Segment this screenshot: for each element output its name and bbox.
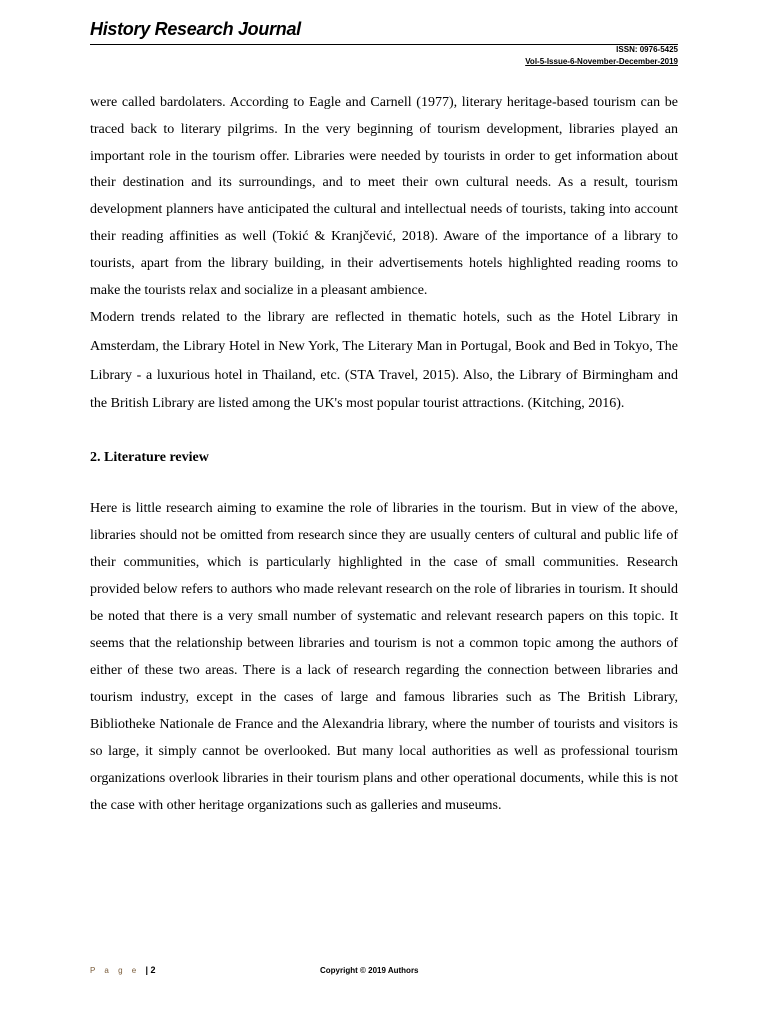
volume-issue-label: Vol-5-Issue-6-November-December-2019 (525, 57, 678, 66)
page-number-value: | 2 (145, 965, 156, 975)
paragraph-1: were called bardolaters. According to Eagle and Carnell (1977), literary heritage-based tourism can be traced back to literary pilgrims. In the very beginning of tourism development, libraries played an important role in the tourism offer. Libraries were needed by tourists in order to get information about their destination and its surroundings, and to meet their own cultural needs. As a result, tourism development planners have anticipated the cultural and intellectual needs of tourists, taking into account their reading affinities as well (Tokić & Kranjčević, 2018). Aware of the importance of a library to tourists, apart from the library building, in their advertisements hotels highlighted reading rooms to make the tourists relax and socialize in a pleasant ambience. (90, 95, 678, 298)
page-label: P a g e (90, 966, 140, 975)
paragraph-2: Modern trends related to the library are reflected in thematic hotels, such as the Hotel Library in Amsterdam, the Library Hotel in New York, The Literary Man in Portugal, Book and Bed in Tokyo, The Library - a luxurious hotel in Thailand, etc. (STA Travel, 2015). Also, the Library of Birmingham and the British Library are listed among the UK's most popular tourist attractions. (Kitching, 2016). (90, 310, 678, 412)
article-body (90, 90, 678, 819)
paragraph-3: Here is little research aiming to examine the role of libraries in the tourism. But in view of the above, libraries should not be omitted from research since they are usually centers of cultural and public life of their communities, which is particularly highlighted in the case of small communities. Research provided below refers to authors who made relevant research on the role of libraries in tourism. It should be noted that there is a very small number of systematic and relevant research papers on this topic. It seems that the relationship between libraries and tourism is not a common topic among the authors of either of these two areas. There is a lack of research regarding the connection between libraries and tourism industry, except in the cases of large and famous libraries such as The British Library, Bibliotheke Nationale de France and the Alexandria library, where the number of tourists and visitors is so large, it simply cannot be overlooked. But many local authorities as well as professional tourism organizations overlook libraries in their tourism plans and other operational documents, while this is not the case with other heritage organizations such as galleries and museums. (90, 500, 678, 813)
issn-label: ISSN: 0976-5425 (616, 45, 678, 54)
section-heading: 2. Literature review (90, 449, 209, 465)
header-divider (90, 44, 678, 45)
journal-title: History Research Journal (90, 19, 301, 39)
copyright-notice: Copyright © 2019 Authors (320, 966, 419, 975)
page-number (90, 965, 155, 975)
